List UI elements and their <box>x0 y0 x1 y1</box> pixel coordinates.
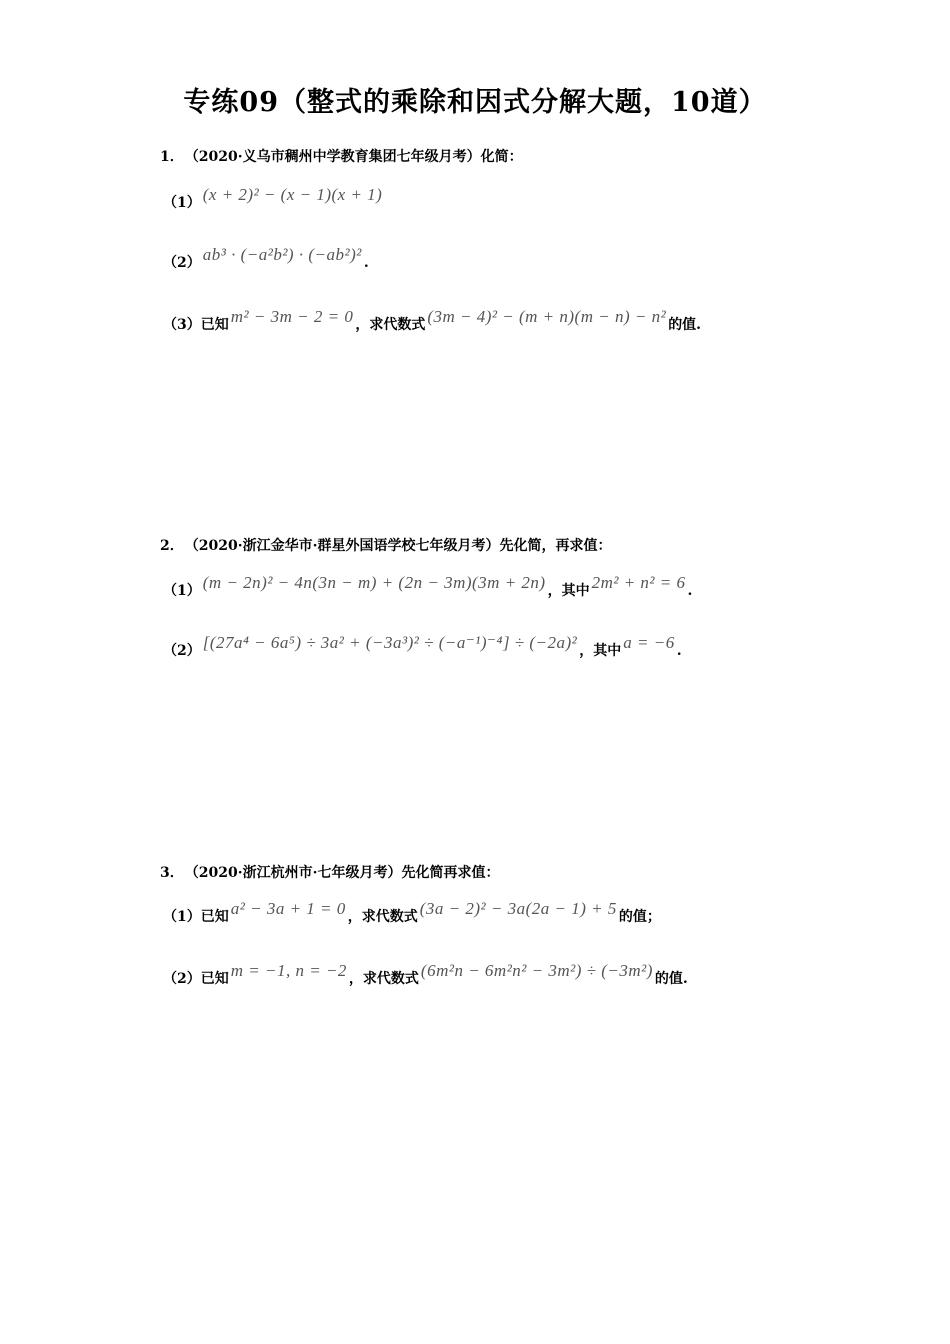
part-suffix: 的值； <box>618 909 661 925</box>
part-middle: ，其中 <box>547 583 590 599</box>
math-expression-2: 2m² + n² = 6 <box>591 573 686 592</box>
question-source: （2020·义乌市稠州中学教育集团七年级月考）化简： <box>191 149 523 165</box>
part-suffix: 的值. <box>654 971 688 987</box>
question-3-header <box>160 862 499 882</box>
part-label: （2） <box>163 643 201 659</box>
part-label: （1） <box>163 195 201 211</box>
question-number: 2． <box>160 538 184 554</box>
part-prefix: 已知 <box>200 317 229 333</box>
part-suffix: . <box>687 583 693 599</box>
question-1-header <box>160 146 523 166</box>
question-3-part-1 <box>163 899 661 926</box>
question-2-header <box>160 535 611 555</box>
part-label: （1） <box>163 909 201 925</box>
question-source: （2020·浙江杭州市·七年级月考）先化简再求值： <box>191 865 500 881</box>
question-1-part-1 <box>163 185 384 212</box>
math-expression-2: (6m²n − 6m²n² − 3m²) ÷ (−3m²) <box>420 961 653 980</box>
part-suffix: . <box>363 255 369 271</box>
math-expression: (x + 2)² − (x − 1)(x + 1) <box>202 185 383 204</box>
math-expression: (m − 2n)² − 4n(3n − m) + (2n − 3m)(3m + 2n) <box>202 573 546 592</box>
math-expression-2: (3a − 2)² − 3a(2a − 1) + 5 <box>419 899 617 918</box>
question-number: 1． <box>160 149 184 165</box>
question-2-part-2 <box>163 633 682 660</box>
math-expression: m² − 3m − 2 = 0 <box>230 307 354 326</box>
part-suffix: 的值. <box>668 317 702 333</box>
part-middle: ，其中 <box>579 643 622 659</box>
question-3-part-2 <box>163 961 688 988</box>
math-expression-2: (3m − 4)² − (m + n)(m − n) − n² <box>427 307 667 326</box>
math-expression: a² − 3a + 1 = 0 <box>230 899 346 918</box>
math-expression: ab³ · (−a²b²) · (−ab²)² <box>202 245 362 264</box>
part-label: （2） <box>163 971 201 987</box>
part-label: （2） <box>163 255 201 271</box>
question-1-part-2 <box>163 245 369 272</box>
part-suffix: . <box>676 643 682 659</box>
math-expression: m = −1, n = −2 <box>230 961 347 980</box>
part-label: （1） <box>163 583 201 599</box>
part-prefix: 已知 <box>200 971 229 987</box>
question-2-part-1 <box>163 573 693 600</box>
part-middle: ，求代数式 <box>348 971 419 987</box>
question-source: （2020·浙江金华市·群星外国语学校七年级月考）先化简，再求值： <box>191 538 612 554</box>
page-title: 专练09（整式的乘除和因式分解大题，10道） <box>183 87 767 118</box>
math-expression: [(27a⁴ − 6a⁵) ÷ 3a² + (−3a³)² ÷ (−a⁻¹)⁻⁴] ÷ (−2a)² <box>202 633 578 652</box>
math-expression-2: a = −6 <box>623 633 675 652</box>
question-1-part-3 <box>163 307 702 334</box>
question-number: 3． <box>160 865 184 881</box>
part-middle: ，求代数式 <box>355 317 426 333</box>
part-middle: ，求代数式 <box>347 909 418 925</box>
part-prefix: 已知 <box>200 909 229 925</box>
part-label: （3） <box>163 317 201 333</box>
